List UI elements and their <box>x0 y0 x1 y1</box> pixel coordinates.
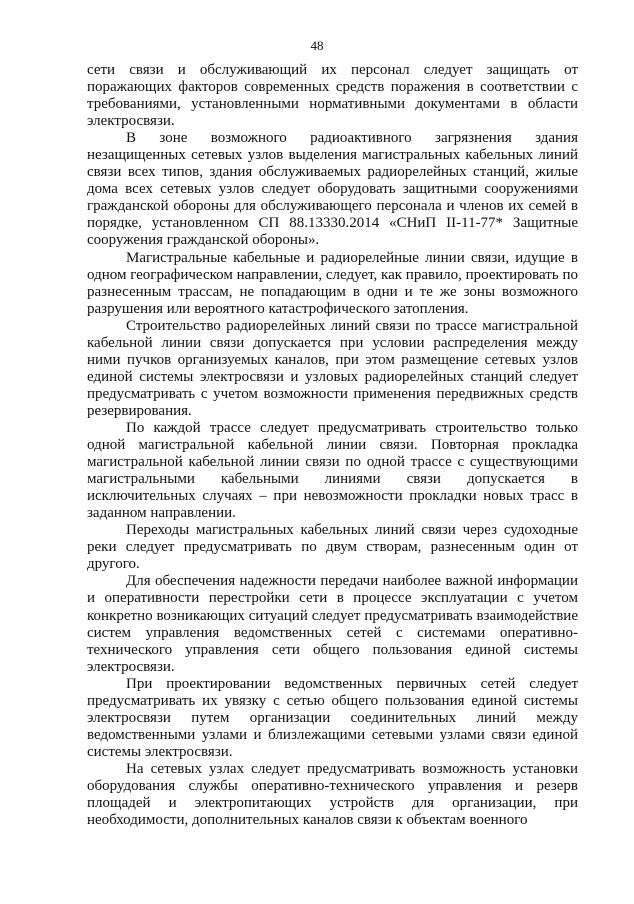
paragraph: Переходы магистральных кабельных линий связи через судоходные реки следует предусматривать по двум створам, разнесенным один от другого. <box>87 522 578 573</box>
paragraph: Магистральные кабельные и радиорелейные линии связи, идущие в одном географическом направлении, следует, как правило, проектировать по разнесенным трассам, не попадающим в одни и те же зоны возможного разрушения или вероятного катастрофического затопления. <box>87 249 578 317</box>
paragraph: По каждой трассе следует предусматривать строительство только одной магистральной кабельной линии связи. Повторная прокладка магистральной кабельной линии связи по одной трассе с существующими магистральными кабельными линиями связи допускается в исключительных случаях – при невозможности прокладки новых трасс в заданном направлении. <box>87 419 578 522</box>
paragraph: В зоне возможного радиоактивного загрязнения здания незащищенных сетевых узлов выделения магистральных кабельных линий связи всех типов, здания обслуживаемых радиорелейных станций, жилые дома всех сетевых узлов следует оборудовать защитными сооружениями гражданской обороны для обслуживающего персонала и членов их семей в порядке, установленном СП 88.13330.2014 «СНиП II-11-77* Защитные сооружения гражданской обороны». <box>87 130 578 249</box>
paragraph: На сетевых узлах следует предусматривать возможность установки оборудования службы оперативно-технического управления и резерв площадей и электропитающих устройств для организации, при необходимости, дополнительных каналов связи к объектам военного <box>87 760 578 829</box>
paragraph: Строительство радиорелейных линий связи по трассе магистральной кабельной линии связи допускается при условии распределения между ними пучков организуемых каналов, при этом размещение сетевых узлов единой системы электросвязи и узловых радиорелейных станций следует предусматривать с учетом возможности применения передвижных средств резервирования. <box>87 317 578 419</box>
paragraph: Для обеспечения надежности передачи наиболее важной информации и оперативности перестройки сети в процессе эксплуатации с учетом конкретно возникающих ситуаций следует предусматривать взаимодействие систем управления ведомственных сетей с системами оперативно-технического управления сети общего пользования единой системы электросвязи. <box>87 573 578 675</box>
body-text <box>87 62 578 829</box>
page-number: 48 <box>310 38 324 53</box>
paragraph: сети связи и обслуживающий их персонал следует защищать от поражающих факторов современных средств поражения в соответствии с требованиями, установленными нормативными документами в области электросвязи. <box>87 62 578 130</box>
paragraph: При проектировании ведомственных первичных сетей следует предусматривать их увязку с сетью общего пользования единой системы электросвязи путем организации соединительных линий между ведомственными узлами и близлежащими сетевыми узлами связи единой системы электросвязи. <box>87 675 578 760</box>
